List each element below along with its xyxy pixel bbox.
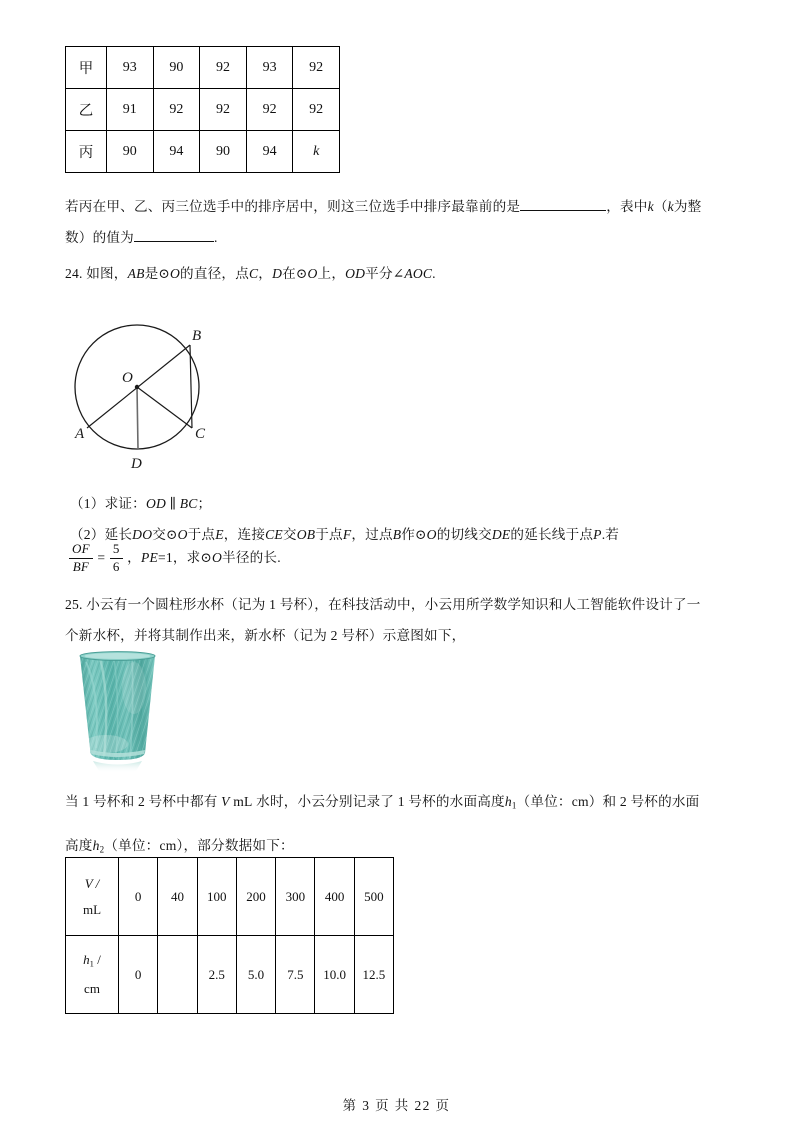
cell: 92 [153,89,200,131]
line-oc [137,387,192,428]
q24-stem-p8: . [432,266,436,281]
cell: 7.5 [276,936,315,1014]
center-point-o [135,385,139,389]
label-a: A [75,426,85,442]
q25-cont-a: 当 1 号杯和 2 号杯中都有 [65,794,218,809]
fraction-five-sixths [110,542,123,574]
label-c: C [195,426,206,442]
header-height-h1 [66,936,119,1014]
q24-part1-prefix: （1）求证： [70,496,146,511]
seg-od: OD [345,266,366,281]
circle-diagram [58,312,258,484]
row-label-bing: 丙 [66,131,107,173]
cell: 92 [293,47,340,89]
q24-stem-p5: 在⊙ [282,266,308,281]
cell: 94 [153,131,200,173]
header-h1-slash: / [93,951,101,967]
seg-bc-p1: BC [179,496,198,511]
q23-line1-b: ，表中 [606,199,648,214]
q24-part2-e2: 交 [282,527,297,542]
line-od [137,387,138,449]
cell: 92 [200,47,247,89]
parallel-symbol: ∥ [169,496,177,511]
q24-part2-n: 半径的长. [222,550,281,566]
cell: 100 [197,858,236,936]
equals-sign: = [97,550,106,566]
answer-blank-1[interactable] [520,197,606,211]
cell: 200 [236,858,275,936]
cell: 93 [246,47,293,89]
table-row [66,89,340,131]
point-e: E [215,527,224,542]
label-d: D [131,456,142,472]
q24-stem-p6: 上， [317,266,346,281]
fraction-denominator-2: 6 [112,558,120,574]
angle-aoc: AOC [404,266,433,281]
q24-part2-c: 于点 [187,527,216,542]
q24-part2-l: ， [127,550,141,566]
seg-od-p1: OD [145,496,167,511]
var-h1: h [504,794,512,809]
cell-k: k [293,131,340,173]
point-o-2: O [307,266,318,281]
q24-stem-p4: ， [258,266,273,281]
cell: 92 [293,89,340,131]
cup-rim-inner [85,653,151,659]
var-k: k [647,199,654,214]
cell: 0 [119,936,158,1014]
point-o-p2c: O [212,550,223,566]
cup-image [70,648,180,772]
q25-cont-d: 高度 [65,837,93,853]
cell: 92 [200,89,247,131]
point-o: O [170,266,181,281]
cell: 400 [315,858,354,936]
q24-part2-j: 的延长线于点 [510,527,594,542]
cell: 90 [200,131,247,173]
q25-stem [65,589,737,651]
q24-part2-f1: 于点 [315,527,343,542]
row-label-yi: 乙 [66,89,107,131]
q24-part1 [70,488,730,519]
q24-part2-equation-line [68,543,728,575]
cup-reflection [93,761,142,772]
point-o-p2b: O [426,527,437,542]
var-h2: h [92,837,100,853]
header-volume-line2: mL [82,901,102,917]
q24-part2-b: 交⊙ [152,527,178,542]
q24-stem-p7: 平分∠ [365,266,405,281]
volume-height-table [65,857,394,1014]
q24-stem-p1: 如图， [86,266,128,281]
q24-part2-d: ，连接 [223,527,266,542]
var-h2-sub: 2 [99,844,105,854]
scores-table [65,46,340,173]
point-o-p2: O [177,527,188,542]
cell: 40 [158,858,197,936]
q23-line1-d: 为整 [673,199,702,214]
cup-svg [70,648,180,772]
q23-line1-a: 若丙在甲、乙、丙三位选手中的排序居中，则这三位选手中排序最靠前的是 [65,199,521,214]
point-b-p2: B [392,527,402,542]
q25-cont-b: 水时，小云分别记录了 1 号杯的水面高度 [256,794,505,809]
q24-part2-k: .若 [601,527,620,542]
q23-line1-c: （ [653,199,668,214]
point-c: C [249,266,259,281]
seg-pe: PE [140,550,158,566]
cell: 91 [107,89,154,131]
header-volume [66,858,119,936]
header-h1-line1 [68,947,116,976]
fraction-numerator-2: 5 [110,542,123,559]
fraction-denominator: BF [72,558,90,574]
table-row [66,131,340,173]
seg-de: DE [491,527,511,542]
cell: 94 [246,131,293,173]
q25-stem-line2: 个新水杯，并将其制作出来，新水杯（记为 2 号杯）示意图如下， [65,628,466,643]
fraction-of-bf [69,542,93,574]
cell-empty [158,936,197,1014]
cell: 0 [119,858,158,936]
q25-stem-line1: 小云有一个圆柱形水杯（记为 1 号杯），在科技活动中，小云用所学数学知识和人工智能软件设计了一 [86,597,701,612]
label-o: O [122,370,133,386]
cell: 500 [354,858,393,936]
cell: 12.5 [354,936,393,1014]
q25-cont-e: （单位：cm），部分数据如下： [104,837,294,853]
q23-line2-b: . [213,230,218,245]
point-d: D [272,266,283,281]
q25-continuation [65,782,741,869]
page-footer: 第 3 页 共 22 页 [342,1098,451,1113]
cell: 2.5 [197,936,236,1014]
cell: 90 [153,47,200,89]
q24-stem-p3: 的直径，点 [180,266,249,281]
unit-ml: mL [233,794,253,809]
cell: 93 [107,47,154,89]
cell: 5.0 [236,936,275,1014]
label-b: B [192,328,202,344]
table-row [66,858,394,936]
q24-part2-m: =1，求⊙ [157,550,212,566]
seg-ob: OB [296,527,316,542]
q24-part2-i: 的切线交 [436,527,492,542]
q24-stem [65,258,737,289]
point-f: F [342,527,352,542]
seg-ce: CE [265,527,283,542]
q24-part2-a: （2）延长 [70,527,133,542]
fraction-numerator: OF [69,542,93,559]
table-row [66,47,340,89]
cell: 90 [107,131,154,173]
point-p: P [593,527,602,542]
q24-part2-h: 作⊙ [401,527,427,542]
q24-stem-p2: 是⊙ [144,266,170,281]
header-h1-sub: 1 [89,958,94,969]
q25-cont-c: （单位：cm）和 2 号杯的水面 [516,794,700,809]
answer-blank-2[interactable] [134,228,214,242]
header-volume-line1: V / [84,875,100,891]
q25-number: 25. [65,597,83,612]
var-h1-sub: 1 [511,800,517,811]
seg-ab: AB [127,266,145,281]
q23-fill-in-text [65,191,737,253]
q24-part1-suffix: ； [197,496,212,511]
table-row [66,936,394,1014]
cell: 10.0 [315,936,354,1014]
q24-part2-g: ，过点 [351,527,393,542]
cell: 300 [276,858,315,936]
var-v: V [221,794,230,809]
cell: 92 [246,89,293,131]
seg-do: DO [132,527,153,542]
var-k-2: k [667,199,674,214]
q23-line2-a: 数）的值为 [65,230,134,245]
q24-number: 24. [65,266,83,281]
header-h1-letter: h [83,951,90,967]
circle-diagram-svg [58,312,258,484]
row-label-jia: 甲 [66,47,107,89]
header-h1-line2: cm [84,981,100,997]
